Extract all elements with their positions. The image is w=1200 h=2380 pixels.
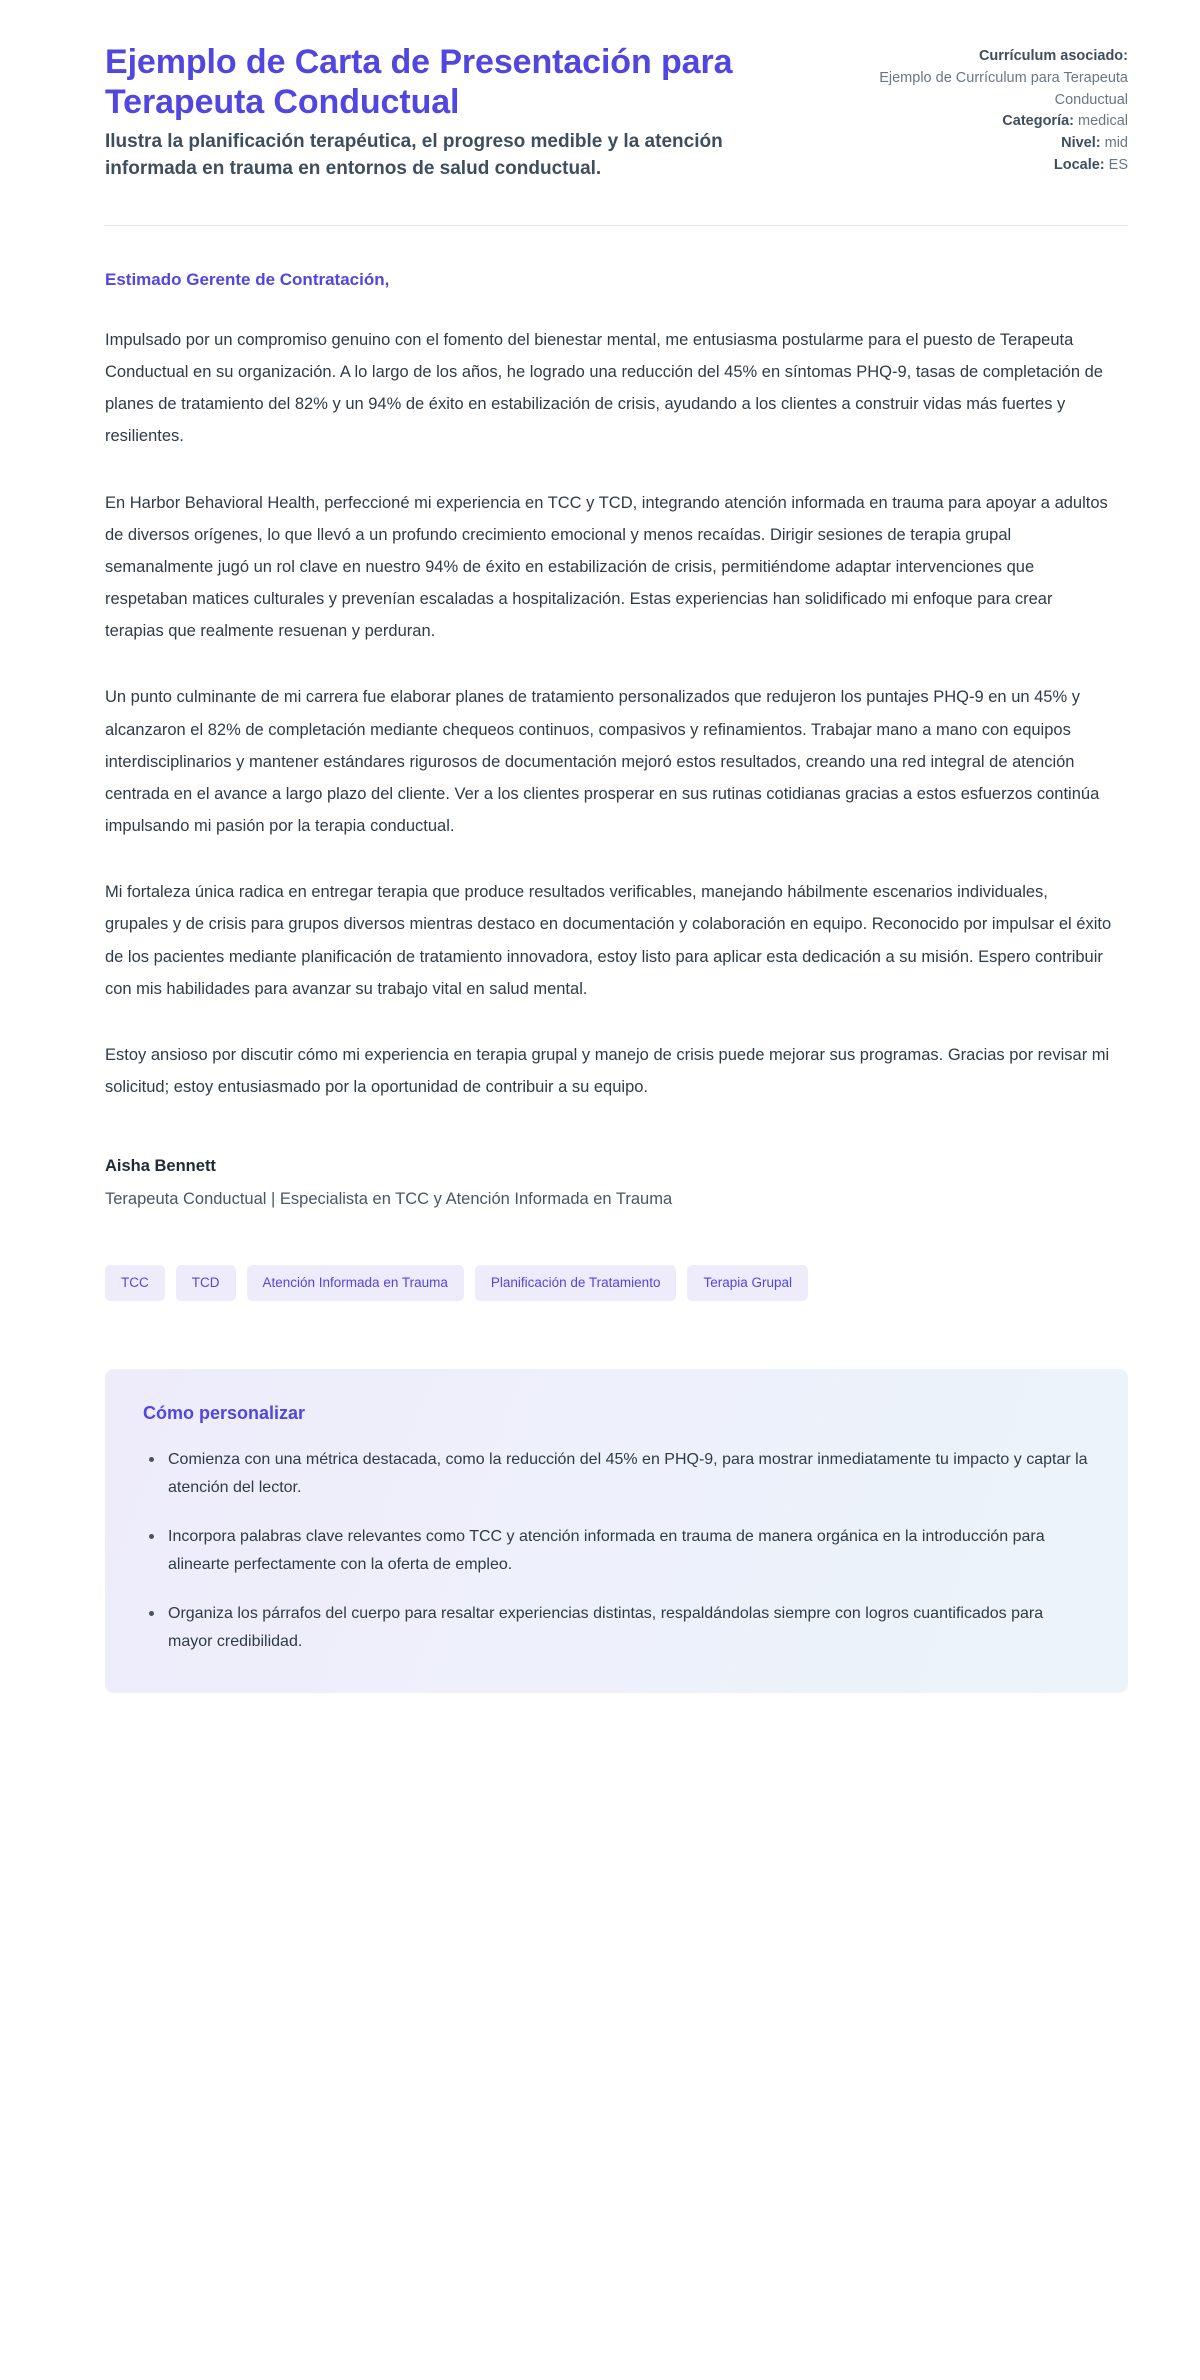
meta-row-category	[878, 111, 1128, 133]
meta-value-locale: ES	[1108, 156, 1128, 173]
list-item: Comienza con una métrica destacada, como la reducción del 45% en PHQ-9, para mostrar inmediatamente tu impacto y captar la atención del lector.	[143, 1446, 1090, 1503]
letter-paragraph: En Harbor Behavioral Health, perfeccioné mi experiencia en TCC y TCD, integrando atención informada en trauma para apoyar a adultos de diversos orígenes, lo que llevó a un profundo crecimiento emocional y menos recaídas. Dirigir sesiones de terapia grupal semanalmente jugó un rol clave en nuestro 94% de éxito en estabilización de crisis, permitiéndome adaptar intervenciones que respetaban matices culturales y prevenían escaladas a hospitalización. Estas experiencias han solidificado mi enfoque para crear terapias que realmente resuenan y perduran.	[105, 493, 1108, 641]
meta-row-level	[878, 133, 1128, 155]
how-to-customize-callout	[105, 1369, 1128, 1693]
letter-salutation: Estimado Gerente de Contratación,	[105, 269, 390, 289]
skill-tag[interactable]: Terapia Grupal	[687, 1265, 808, 1301]
document-header	[105, 42, 1128, 183]
letter-paragraph: Estoy ansioso por discutir cómo mi experiencia en terapia grupal y manejo de crisis puede mejorar sus programas. Gracias por revisar mi solicitud; estoy entusiasmado por la oportunidad de contribuir a su equipo.	[105, 1045, 1110, 1097]
meta-row-associated-resume	[878, 46, 1128, 111]
page-title: Ejemplo de Carta de Presentación para Terapeuta Conductual	[105, 43, 733, 122]
meta-label-locale: Locale:	[1053, 156, 1105, 173]
meta-label-associated-resume: Currículum asociado:	[978, 48, 1128, 64]
signature-name: Aisha Bennett	[105, 1157, 216, 1176]
signature-role: Terapeuta Conductual | Especialista en TCC y Atención Informada en Trauma	[105, 1190, 673, 1209]
callout-title: Cómo personalizar	[143, 1402, 306, 1423]
list-item: Organiza los párrafos del cuerpo para resaltar experiencias distintas, respaldándolas siempre con logros cuantificados para mayor credibilidad.	[143, 1600, 1090, 1657]
skill-tag[interactable]: TCD	[176, 1265, 236, 1301]
meta-row-locale	[878, 155, 1128, 177]
meta-label-category: Categoría:	[1002, 113, 1074, 130]
page-subtitle: Ilustra la planificación terapéutica, el progreso medible y la atención informada en trauma en entornos de salud conductual.	[105, 130, 723, 179]
skill-tag[interactable]: TCC	[105, 1265, 165, 1301]
header-text-group	[105, 42, 765, 183]
document-metadata	[878, 42, 1128, 177]
meta-label-level: Nivel:	[1061, 135, 1101, 151]
meta-value-level: mid	[1104, 135, 1128, 151]
letter-paragraph: Mi fortaleza única radica en entregar terapia que produce resultados verificables, manejando hábilmente escenarios individuales, grupales y de crisis para grupos diversos mientras destaco en documentación y colaboración en equipo. Reconocido por impulsar el éxito de los pacientes mediante planificación de tratamiento innovadora, estoy listo para aplicar esta dedicación a su misión. Espero contribuir con mis habilidades para avanzar su trabajo vital en salud mental.	[105, 883, 1112, 998]
cover-letter-body	[105, 226, 1128, 1209]
signature-block	[105, 1157, 1128, 1209]
meta-value-associated-resume: Ejemplo de Currículum para Terapeuta Conductual	[879, 69, 1128, 108]
skill-tag-list	[105, 1265, 1128, 1301]
letter-paragraph: Un punto culminante de mi carrera fue elaborar planes de tratamiento personalizados que redujeron los puntajes PHQ-9 en un 45% y alcanzaron el 82% de completación mediante chequeos continuos, compasivos y refinamientos. Trabajar mano a mano con equipos interdisciplinarios y mantener estándares rigurosos de documentación mejoró estos resultados, creando una red integral de atención centrada en el avance a largo plazo del cliente. Ver a los clientes prosperar en sus rutinas cotidianas gracias a estos esfuerzos continúa impulsando mi pasión por la terapia conductual.	[105, 688, 1100, 836]
skill-tag[interactable]: Atención Informada en Trauma	[247, 1265, 464, 1301]
list-item: Incorpora palabras clave relevantes como TCC y atención informada en trauma de manera orgánica en la introducción para alinearte perfectamente con la oferta de empleo.	[143, 1523, 1090, 1580]
callout-tip-list	[143, 1446, 1090, 1657]
letter-paragraph: Impulsado por un compromiso genuino con el fomento del bienestar mental, me entusiasma postularme para el puesto de Terapeuta Conductual en su organización. A lo largo de los años, he logrado una reducción del 45% en síntomas PHQ-9, tasas de completación de planes de tratamiento del 82% y un 94% de éxito en estabilización de crisis, ayudando a los clientes a construir vidas más fuertes y resilientes.	[105, 330, 1103, 446]
skill-tag[interactable]: Planificación de Tratamiento	[475, 1265, 677, 1301]
meta-value-category: medical	[1078, 113, 1128, 130]
